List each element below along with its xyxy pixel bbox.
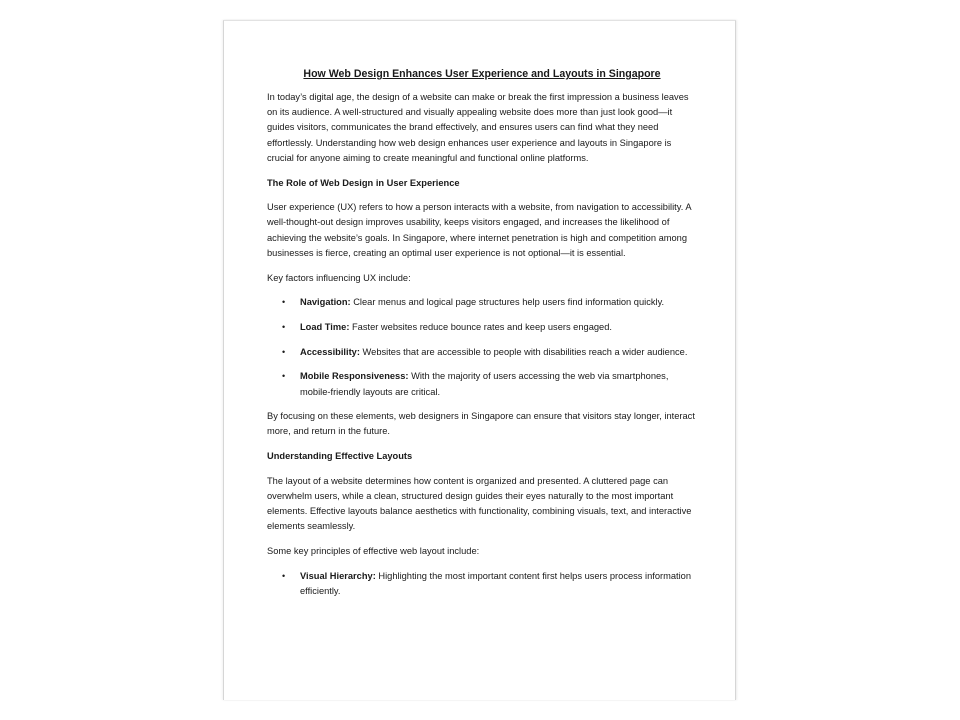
list-item-term: Mobile Responsiveness:: [300, 371, 409, 382]
bullet-icon: •: [282, 346, 286, 357]
list-item: [267, 369, 697, 399]
list-item-term: Visual Hierarchy:: [300, 570, 376, 581]
ux-list-intro: Key factors influencing UX include:: [267, 272, 411, 283]
layouts-list-intro: Some key principles of effective web layout include:: [267, 546, 480, 557]
ux-paragraph: User experience (UX) refers to how a person interacts with a website, from navigation to accessibility. A well-thought-out design improves usability, keeps visitors engaged, and increases the likelihood of achieving the website’s goals. In Singapore, where internet penetration is high and competition among businesses is fierce, creating an optimal user experience is not optional—it is essential.: [267, 202, 692, 258]
list-item: [267, 569, 697, 599]
list-item-term: Accessibility:: [300, 346, 360, 357]
list-item: [267, 295, 697, 310]
ux-closing-paragraph: By focusing on these elements, web designers in Singapore can ensure that visitors stay longer, interact more, and return in the future.: [267, 411, 695, 437]
list-item-text: With the majority of users accessing the web via smartphones, mobile-friendly layouts are critical.: [300, 371, 669, 397]
list-item-text: Faster websites reduce bounce rates and keep users engaged.: [349, 321, 612, 332]
list-item-text: Websites that are accessible to people with disabilities reach a wider audience.: [359, 346, 688, 357]
document-content: [267, 67, 697, 609]
list-item-term: Load Time:: [300, 321, 350, 332]
document-title: How Web Design Enhances User Experience and Layouts in Singapore: [303, 68, 661, 80]
bullet-icon: •: [282, 297, 286, 308]
bullet-icon: •: [282, 570, 286, 581]
list-item-text: Clear menus and logical page structures help users find information quickly.: [350, 297, 665, 308]
list-item: [267, 345, 697, 360]
intro-paragraph: In today’s digital age, the design of a website can make or break the first impression a business leaves on its audience. A well-structured and visually appealing website does more than just look good—it guides visitors, communicates the brand effectively, and ensures users can find what they need effortlessly. Understanding how web design enhances user experience and layouts in Singapore is crucial for anyone aiming to create meaningful and functional online platforms.: [267, 92, 689, 163]
list-item-text: Highlighting the most important content first helps users process information efficiently.: [300, 570, 692, 597]
bullet-icon: •: [282, 371, 286, 382]
list-item: [267, 320, 697, 335]
ux-factors-list: [267, 295, 697, 400]
list-item-term: Navigation:: [300, 297, 351, 308]
section-heading-layouts: Understanding Effective Layouts: [267, 451, 413, 462]
section-heading-ux: The Role of Web Design in User Experience: [267, 177, 460, 188]
layouts-paragraph: The layout of a website determines how content is organized and presented. A cluttered page can overwhelm users, while a clean, structured design guides their eyes naturally to the most important elements. Effective layouts balance aesthetics with functionality, combining visuals, text, and interactive elements seamlessly.: [267, 475, 692, 532]
document-page: [223, 20, 736, 700]
layout-principles-list: [267, 569, 697, 599]
bullet-icon: •: [282, 321, 286, 332]
